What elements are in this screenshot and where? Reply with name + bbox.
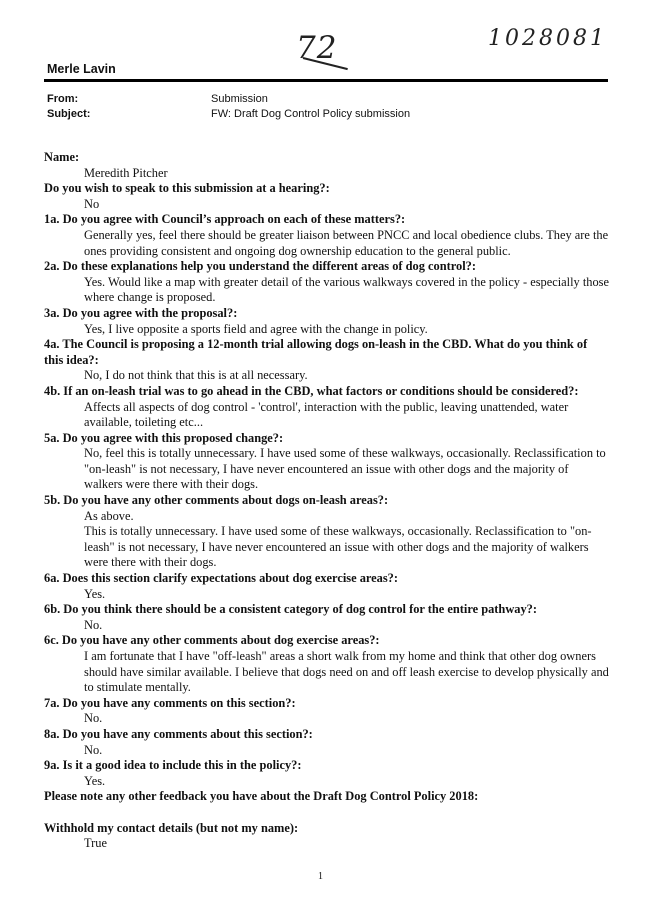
submission-body [44,150,609,852]
question-4b: 4b. If an on-leash trial was to go ahead in the CBD, what factors or conditions should be considered?: [44,383,579,398]
name-label: Name: [44,150,80,164]
question-speak: Do you wish to speak to this submission at a hearing?: [44,181,330,196]
question-6c: 6c. Do you have any other comments about dog exercise areas?: [44,633,380,648]
answer-6c: I am fortunate that I have "off-leash" areas a short walk from my home and think that other dog owners should have similar available. I believe that dogs need on and off leash exercise to develop physically and to stimulate mentally. [84,649,609,695]
answer-9a: Yes. [84,773,106,788]
answer-5b [84,509,609,571]
answer-1a: Generally yes, feel there should be greater liaison between PNCC and local obedience clubs. They are the ones providing consistent and ongoing dog ownership education to the general public. [84,227,609,258]
page-number: 1 [318,871,323,882]
answer-4b: Affects all aspects of dog control - 'control', interaction with the public, leaving unattended, water available, toileting etc... [84,399,569,430]
handwritten-submission-number: 72 [296,30,338,66]
question-2a: 2a. Do these explanations help you understand the different areas of dog control?: [44,259,476,274]
question-1a: 1a. Do you agree with Council’s approach on each of these matters?: [44,212,406,227]
answer-6a: Yes. [84,586,106,601]
question-6a: 6a. Does this section clarify expectations about dog exercise areas?: [44,571,398,586]
from-value: Submission [211,93,268,105]
question-5a: 5a. Do you agree with this proposed change?: [44,430,284,445]
question-7a: 7a. Do you have any comments on this section?: [44,695,296,710]
answer-8a: No. [84,742,103,757]
from-label: From: [47,93,79,105]
handwritten-reference-number: 1028081 [488,26,607,51]
answer-withhold-details: True [84,836,107,851]
subject-value: FW: Draft Dog Control Policy submission [211,108,411,120]
answer-3a: Yes, I live opposite a sports field and agree with the change in policy. [84,321,428,336]
answer-7a: No. [84,711,103,726]
answer-5b-line-1: As above. [84,508,134,523]
answer-4a: No, I do not think that this is at all necessary. [84,368,308,383]
header-divider [44,79,608,82]
answer-2a: Yes. Would like a map with greater detail of the various walkways covered in the policy - especially those where change is proposed. [84,274,610,305]
question-3a: 3a. Do you agree with the proposal?: [44,305,238,320]
sender-name: Merle Lavin [47,62,116,76]
answer-speak: No [84,196,100,211]
question-other-feedback: Please note any other feedback you have about the Draft Dog Control Policy 2018: [44,789,479,804]
answer-6b: No. [84,617,103,632]
question-withhold-details: Withhold my contact details (but not my name): [44,820,299,835]
question-4a: 4a. The Council is proposing a 12-month trial allowing dogs on-leash in the CBD. What do you think of this idea?: [44,337,588,367]
answer-5b-line-2: This is totally unnecessary. I have used some of these walkways, occasionally. Reclassification to "on-leash" is not necessary, I have never encountered an issue with other dogs and the majority of walkers were there with their dogs. [84,524,592,570]
question-8a: 8a. Do you have any comments about this section?: [44,726,313,741]
subject-label: Subject: [47,108,91,120]
question-9a: 9a. Is it a good idea to include this in the policy?: [44,758,302,773]
answer-5a: No, feel this is totally unnecessary. I have used some of these walkways, occasionally. Reclassification to "on-leash" is not necessary, I have never encountered an issue with other dogs and the majority of walkers were there with their dogs. [84,446,606,492]
empty-feedback-answer [44,805,609,821]
name-value: Meredith Pitcher [84,165,168,180]
question-5b: 5b. Do you have any other comments about dogs on-leash areas?: [44,493,389,508]
question-6b: 6b. Do you think there should be a consistent category of dog control for the entire pathway?: [44,602,537,617]
